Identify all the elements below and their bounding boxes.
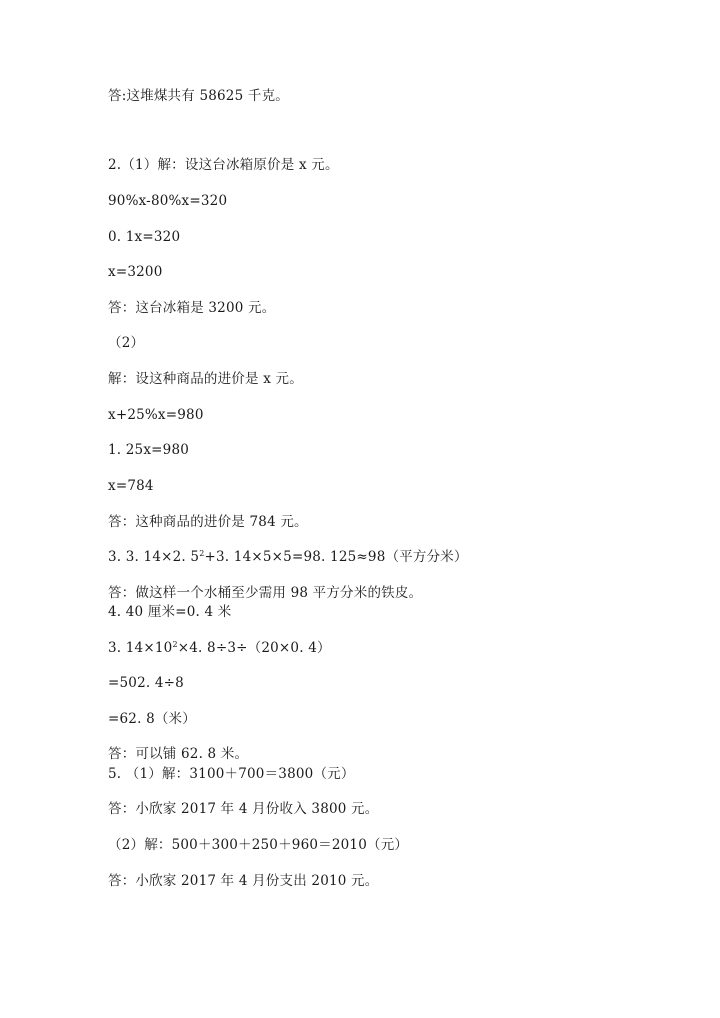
- equation-line: 0. 1x=320: [108, 229, 181, 245]
- equation-line: x=784: [108, 478, 154, 494]
- equation-line: x+25%x=980: [108, 407, 204, 423]
- equation-line: =62. 8（米）: [108, 711, 196, 727]
- answer-line-2-1: 答：这台冰箱是 3200 元。: [108, 300, 276, 316]
- answer-line-2-2: 答：这种商品的进价是 784 元。: [108, 514, 308, 530]
- problem-5-part-1-solution: 5. （1）解：3100＋700＝3800（元）: [108, 766, 355, 782]
- equation-line: 1. 25x=980: [108, 442, 190, 458]
- problem-2-part-2-label: （2）: [108, 335, 145, 351]
- equation-line: =502. 4÷8: [108, 675, 184, 691]
- answer-line-4: 答：可以铺 62. 8 米。: [108, 746, 249, 762]
- equation-line: x=3200: [108, 264, 163, 280]
- problem-2-part-1-solution: 2.（1）解：设这台冰箱原价是 x 元。: [108, 157, 339, 173]
- problem-3-calculation: 3. 3. 14×2. $5^2+3$. 14×5×5=98. 125≈98（平方分米）: [108, 549, 468, 565]
- problem-4-conversion: 4. 40 厘米=0. 4 米: [108, 604, 232, 620]
- problem-2-part-2-solution: 解：设这种商品的进价是 x 元。: [108, 371, 303, 387]
- problem-5-part-2-solution: （2）解：500＋300＋250＋960＝2010（元）: [108, 837, 409, 853]
- equation-line: 90%x-80%x=320: [108, 193, 228, 209]
- problem-4-calculation: 3. $14\times 10^2\times 4$. 8÷3÷（20×0. 4）: [108, 640, 331, 656]
- answer-line-3: 答：做这样一个水桶至少需用 98 平方分米的铁皮。: [108, 585, 423, 601]
- answer-line-1-coal: 答:这堆煤共有 58625 千克。: [108, 88, 289, 104]
- answer-line-5-1: 答：小欣家 2017 年 4 月份收入 3800 元。: [108, 801, 379, 817]
- answer-line-5-2: 答：小欣家 2017 年 4 月份支出 2010 元。: [108, 873, 379, 889]
